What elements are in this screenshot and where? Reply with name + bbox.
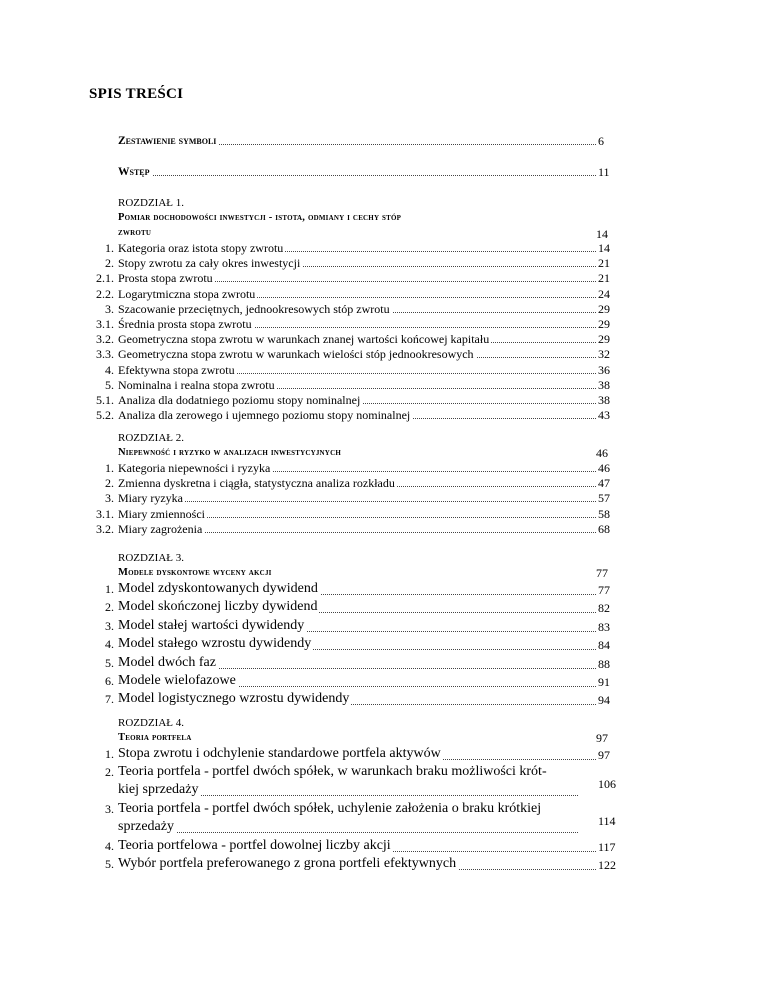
entry-label: Zmienna dyskretna i ciągła, statystyczna analiza rozkładu xyxy=(118,476,395,491)
entry-number: 5.2. xyxy=(96,408,114,423)
dot-leader xyxy=(120,832,578,833)
entry-page: 46 xyxy=(598,461,610,475)
entry-label: Model dwóch faz xyxy=(118,654,216,670)
toc-entry[interactable] xyxy=(0,839,768,854)
dot-leader xyxy=(120,501,596,502)
entry-label-continued: sprzedaży xyxy=(118,819,174,835)
toc-entry[interactable] xyxy=(0,317,768,332)
entry-page: 43 xyxy=(598,408,610,423)
entry-label: Miary ryzyka xyxy=(118,491,183,506)
entry-number: 7. xyxy=(105,692,114,707)
entry-label: Teoria portfela - portfel dwóch spółek, uchylenie założenia o braku krótkiej xyxy=(118,801,542,817)
entry-page: 117 xyxy=(598,840,616,854)
toc-entry[interactable] xyxy=(0,347,768,362)
entry-label: Miary zmienności xyxy=(118,506,205,521)
entry-page: 91 xyxy=(598,675,610,689)
entry-number: 2.1. xyxy=(96,271,114,286)
entry-page: 32 xyxy=(598,347,610,362)
entry-label: Prosta stopa zwrotu xyxy=(118,271,213,286)
entry-label: Efektywna stopa zwrotu xyxy=(118,362,235,377)
entry-number: 2. xyxy=(105,765,114,780)
entry-page: 68 xyxy=(598,521,610,536)
chapter-1-page: 14 xyxy=(596,227,608,241)
entry-page: 94 xyxy=(598,693,610,708)
entry-label: Kategoria niepewności i ryzyka xyxy=(118,461,271,475)
chapter-2-label: ROZDZIAŁ 2. xyxy=(118,432,184,444)
toc-entry[interactable] xyxy=(0,522,768,537)
entry-label: Wybór portfela preferowanego z grona portfeli efektywnych xyxy=(118,856,457,872)
toc-entry[interactable] xyxy=(0,674,768,689)
entry-label: Model skończonej liczby dywidend xyxy=(118,599,318,615)
entry-page: 14 xyxy=(598,241,610,255)
entry-number: 3.2. xyxy=(96,332,114,347)
entry-label: Zestawienie symboli xyxy=(118,135,217,147)
chapter-1-label: ROZDZIAŁ 1. xyxy=(118,197,184,209)
entry-number: 1. xyxy=(105,461,114,475)
toc-entry[interactable] xyxy=(0,600,768,615)
entry-label: Wstęp xyxy=(118,166,150,178)
entry-page: 36 xyxy=(598,362,610,377)
toc-entry-intro[interactable] xyxy=(0,165,768,180)
toc-entry[interactable] xyxy=(0,619,768,634)
entry-page: 77 xyxy=(598,583,610,597)
toc-entry[interactable] xyxy=(0,476,768,491)
entry-page: 21 xyxy=(598,256,610,271)
toc-entry[interactable] xyxy=(0,271,768,286)
entry-page: 84 xyxy=(598,638,610,653)
toc-entry[interactable] xyxy=(0,747,768,762)
entry-page: 88 xyxy=(598,656,610,671)
entry-number: 4. xyxy=(105,362,114,377)
entry-number: 3.2. xyxy=(96,521,114,536)
entry-number: 1. xyxy=(105,241,114,255)
entry-page: 97 xyxy=(598,748,610,762)
entry-page: 122 xyxy=(598,858,616,873)
entry-label: Kategoria oraz istota stopy zwrotu xyxy=(118,241,284,255)
entry-label: Analiza dla dodatniego poziomu stopy nominalnej xyxy=(118,393,361,407)
toc-entry[interactable] xyxy=(0,363,768,378)
chapter-4-label: ROZDZIAŁ 4. xyxy=(118,717,184,729)
entry-label: Model stałego wzrostu dywidendy xyxy=(118,636,312,652)
entry-label: Model zdyskontowanych dywidend xyxy=(118,581,318,596)
toc-entry[interactable] xyxy=(0,637,768,652)
toc-entry[interactable] xyxy=(0,764,768,798)
entry-page: 57 xyxy=(598,491,610,506)
toc-entry[interactable] xyxy=(0,656,768,671)
toc-entry[interactable] xyxy=(0,801,768,835)
entry-page: 82 xyxy=(598,601,610,616)
chapter-4-page: 97 xyxy=(596,731,608,745)
entry-page: 21 xyxy=(598,271,610,286)
toc-entry[interactable] xyxy=(0,332,768,347)
toc-entry[interactable] xyxy=(0,692,768,707)
entry-label: Teoria portfela - portfel dwóch spółek, w warunkach braku możliwości krót- xyxy=(118,764,547,780)
toc-entry[interactable] xyxy=(0,256,768,271)
chapter-2-title[interactable]: Niepewność i ryzyko w analizach inwestycyjnych xyxy=(118,447,341,458)
entry-label: Miary zagrożenia xyxy=(118,521,203,536)
entry-label-continued: kiej sprzedaży xyxy=(118,782,199,798)
entry-number: 4. xyxy=(105,839,114,853)
toc-entry[interactable] xyxy=(0,408,768,423)
entry-number: 3.1. xyxy=(96,506,114,521)
toc-title: SPIS TREŚCI xyxy=(89,86,184,102)
entry-number: 5. xyxy=(105,857,114,872)
entry-label: Analiza dla zerowego i ujemnego poziomu stopy nominalnej xyxy=(118,408,411,423)
entry-label: Model stałej wartości dywidendy xyxy=(118,617,305,633)
entry-number: 3.1. xyxy=(96,317,114,331)
entry-number: 1. xyxy=(105,747,114,761)
entry-label: Logarytmiczna stopa zwrotu xyxy=(118,286,256,301)
chapter-4-title[interactable]: Teoria portfela xyxy=(118,732,192,743)
entry-page: 29 xyxy=(598,332,610,347)
entry-number: 2.2. xyxy=(96,286,114,301)
entry-number: 5.1. xyxy=(96,393,114,407)
entry-page: 114 xyxy=(598,814,616,829)
entry-page: 24 xyxy=(598,286,610,301)
entry-page: 58 xyxy=(598,506,610,521)
entry-label: Szacowanie przeciętnych, jednookresowych stóp zwrotu xyxy=(118,301,390,316)
toc-entry[interactable] xyxy=(0,393,768,408)
entry-page: 106 xyxy=(598,777,616,792)
entry-page: 83 xyxy=(598,619,610,634)
entry-label: Modele wielofazowe xyxy=(118,673,236,688)
chapter-3-title[interactable]: Modele dyskontowe wyceny akcji xyxy=(118,567,272,578)
entry-page: 38 xyxy=(598,393,610,407)
entry-label: Nominalna i realna stopa zwrotu xyxy=(118,377,275,392)
toc-entry[interactable] xyxy=(0,302,768,317)
entry-number: 4. xyxy=(105,637,114,652)
entry-label: Model logistycznego wzrostu dywidendy xyxy=(118,691,350,707)
entry-label: Stopa zwrotu i odchylenie standardowe portfela aktywów xyxy=(118,746,441,761)
toc-entry[interactable] xyxy=(0,461,768,476)
entry-number: 6. xyxy=(105,674,114,688)
entry-number: 2. xyxy=(105,476,114,491)
entry-page: 29 xyxy=(598,317,610,331)
entry-number: 2. xyxy=(105,600,114,615)
toc-entry[interactable] xyxy=(0,507,768,522)
entry-number: 3. xyxy=(105,491,114,506)
entry-number: 3. xyxy=(105,301,114,316)
entry-number: 3. xyxy=(105,802,114,817)
entry-page: 47 xyxy=(598,476,610,491)
entry-page: 38 xyxy=(598,377,610,392)
chapter-1-title-line2[interactable]: zwrotu xyxy=(118,227,152,238)
toc-entry[interactable] xyxy=(0,241,768,256)
entry-page: 11 xyxy=(598,165,610,179)
entry-number: 3.3. xyxy=(96,347,114,362)
chapter-2-page: 46 xyxy=(596,446,608,460)
entry-number: 2. xyxy=(105,256,114,271)
entry-number: 5. xyxy=(105,377,114,392)
entry-label: Średnia prosta stopa zwrotu xyxy=(118,317,252,331)
toc-entry[interactable] xyxy=(0,857,768,872)
dot-leader xyxy=(120,175,596,176)
chapter-3-label: ROZDZIAŁ 3. xyxy=(118,552,184,564)
toc-entry[interactable] xyxy=(0,287,768,302)
entry-number: 3. xyxy=(105,618,114,633)
entry-label: Geometryczna stopa zwrotu w warunkach znanej wartości końcowej kapitału xyxy=(118,332,490,347)
entry-number: 1. xyxy=(105,582,114,596)
chapter-1-title-line1[interactable]: Pomiar dochodowości inwestycji - istota, odmiany i cechy stóp xyxy=(118,212,402,223)
entry-number: 5. xyxy=(105,655,114,670)
toc-entry[interactable] xyxy=(0,378,768,393)
toc-entry[interactable] xyxy=(0,491,768,506)
entry-label: Stopy zwrotu za cały okres inwestycji xyxy=(118,256,301,271)
toc-entry[interactable] xyxy=(0,582,768,597)
entry-label: Teoria portfelowa - portfel dowolnej liczby akcji xyxy=(118,838,391,853)
entry-page: 29 xyxy=(598,301,610,316)
entry-label: Geometryczna stopa zwrotu w warunkach wielości stóp jednookresowych xyxy=(118,347,474,362)
chapter-3-page: 77 xyxy=(596,566,608,580)
entry-page: 6 xyxy=(598,134,604,148)
toc-entry-symbols[interactable] xyxy=(0,134,768,149)
